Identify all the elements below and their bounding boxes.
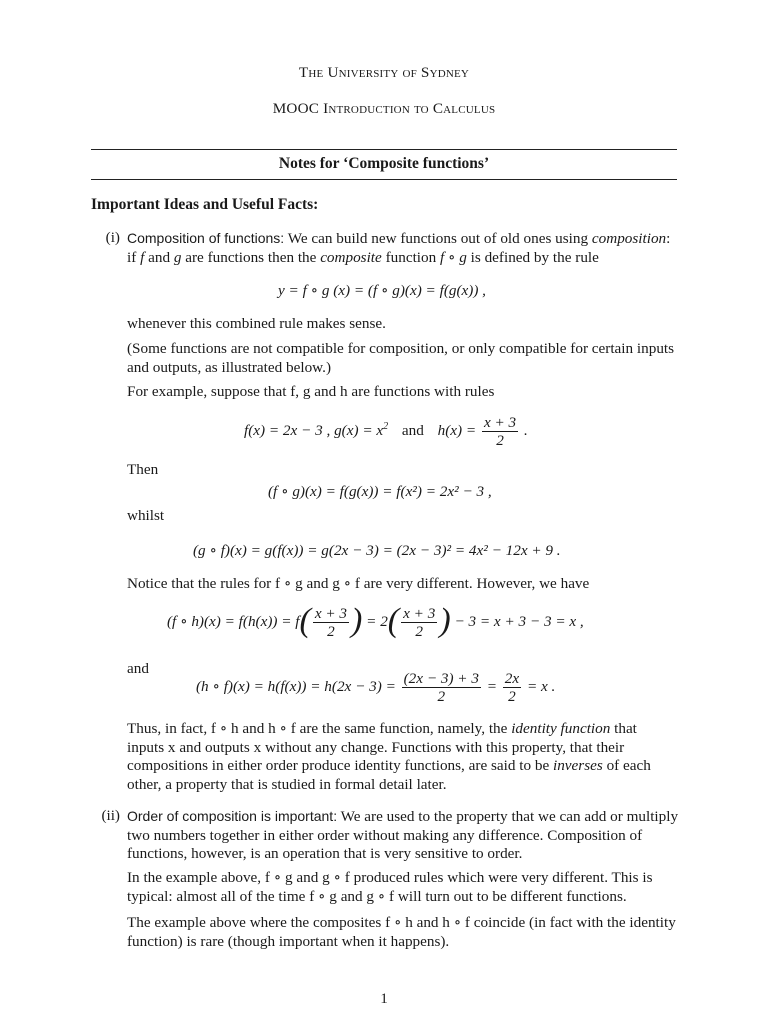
eq2-num: x + 3 (483, 414, 517, 431)
item2-p1-l3: functions, however, is an operation that is very sensitive to order. (127, 845, 523, 862)
item2-p2-l2: typical: almost all of the time f ∘ g and g ∘ f will turn out to be different functions. (127, 887, 627, 905)
eq6-num2: 2x (504, 670, 520, 687)
eq5-num1: x + 3 (314, 605, 348, 622)
item2-p3-l2: function) is rare (though important when it happens). (127, 932, 450, 950)
eq6-end: = x . (526, 677, 556, 695)
p6-l4: other, a property that is studied in formal detail later. (127, 775, 447, 793)
section-heading: Important Ideas and Useful Facts: (91, 196, 319, 213)
equation-hof (196, 670, 555, 705)
eq6-eq: = (486, 677, 497, 695)
item1-p5: Notice that the rules for f ∘ g and g ∘ f are very different. However, we have (127, 575, 590, 592)
eq5-num2: x + 3 (403, 605, 436, 622)
eq5-paren-open: ( (299, 601, 311, 639)
and-label: and (127, 660, 149, 677)
item1-intro (127, 229, 697, 267)
eq2-sup: 2 (383, 420, 389, 432)
item1-f: f (140, 248, 145, 266)
eq6-den2: 2 (508, 688, 516, 705)
eq2-den: 2 (496, 432, 504, 449)
item1-p4: For example, suppose that f, g and h are functions with rules (127, 383, 495, 400)
item1-fog: f ∘ g (440, 248, 467, 266)
course-title-text: MOOC Introduction to Calculus (272, 100, 496, 117)
item1-line2-d: is defined by the rule (466, 248, 599, 266)
item1-p6 (127, 720, 697, 794)
eq6-den1: 2 (437, 688, 446, 705)
p6-l1-a: Thus, in fact, f ∘ h and h ∘ f are the same function, namely, the (127, 720, 512, 737)
item1-p2: whenever this combined rule makes sense. (127, 315, 386, 332)
p6-l2: inputs x and outputs x without any change. Functions with this property, that their (127, 738, 625, 756)
p6-l3-a: compositions in either order produce identity functions, are said to be (127, 757, 553, 774)
page-number: 1 (380, 990, 388, 1007)
eq2-fg: f(x) = 2x − 3 , g(x) = x (244, 421, 384, 439)
eq5-fraction1 (313, 605, 349, 640)
then-label: Then (127, 461, 159, 478)
eq5-paren-open2: ( (387, 601, 400, 639)
bottom-rule (91, 179, 677, 180)
item1-line2-c: function (381, 248, 440, 266)
equation-fog: (f ∘ g)(x) = f(g(x)) = f(x²) = 2x² − 3 , (268, 483, 492, 500)
inverses-term: inverses (552, 757, 603, 774)
eq6-fraction1 (402, 670, 481, 705)
eq2-and: and (401, 421, 424, 439)
equation-rules (244, 414, 528, 449)
eq5-a: (f ∘ h)(x) = f(h(x)) = f (167, 612, 300, 630)
item-number-ii: (ii) (101, 807, 120, 824)
equation-gof: (g ∘ f)(x) = g(f(x)) = g(2x − 3) = (2x − 3)² = 4x² − 12x + 9 . (193, 542, 561, 559)
whilst-label: whilst (127, 507, 165, 524)
item2-title: Order of composition is important: (127, 808, 338, 824)
equation-composition-def: y = f ∘ g (x) = (f ∘ g)(x) = f(g(x)) , (278, 282, 486, 299)
top-rule (91, 149, 677, 150)
eq2-h: h(x) = (437, 421, 477, 439)
item1-text-b: : (666, 230, 671, 247)
eq2-fraction (482, 414, 518, 449)
course-title (0, 100, 768, 118)
eq6-num1: (2x − 3) + 3 (403, 670, 479, 687)
eq5-b: = 2 (366, 612, 388, 630)
item1-g: g (173, 248, 182, 266)
item2-p1-l1: We are used to the property that we can add or multiply (337, 808, 679, 825)
identity-function-term: identity function (511, 720, 611, 737)
university-title: The University of Sydney (298, 64, 470, 81)
item1-title: Composition of functions: (127, 230, 285, 246)
item2-p1 (127, 807, 697, 864)
item1-line2-a: if (127, 248, 141, 266)
item-number-i: (i) (105, 229, 120, 246)
eq5-paren-close: ) (351, 601, 363, 639)
item2-p3 (127, 914, 697, 951)
eq5-den2: 2 (415, 623, 424, 640)
item2-p1-l2: two numbers together in either order without making any difference. Composition of (127, 826, 643, 844)
eq2-end: . (523, 421, 528, 439)
item1-p3: (Some functions are not compatible for composition, or only compatible for certain inputs and outputs, as illustrated below.) (127, 340, 675, 376)
item1-composition-word: composition (591, 230, 667, 247)
notes-title: Notes for ‘Composite functions’ (278, 155, 490, 172)
item1-and: and (144, 248, 174, 266)
item2-p2 (127, 869, 697, 906)
item2-p3-l1: The example above where the composites f ∘ h and h ∘ f coincide (in fact with the identity (127, 914, 676, 931)
eq5-paren-close2: ) (439, 601, 451, 639)
p6-l3-b: of each (602, 757, 651, 774)
eq5-fraction2 (401, 605, 437, 640)
equation-foh (167, 601, 584, 640)
item1-composite-word: composite (320, 248, 382, 266)
eq6-a: (h ∘ f)(x) = h(f(x)) = h(2x − 3) = (196, 677, 396, 695)
item1-text-a: We can build new functions out of old ones using (284, 230, 592, 247)
item1-line2-b: are functions then the (181, 248, 321, 266)
eq5-den1: 2 (327, 623, 335, 640)
eq6-fraction2 (503, 670, 521, 705)
p6-l1-b: that (610, 720, 637, 737)
item2-p2-l1: In the example above, f ∘ g and g ∘ f produced rules which were very different. This is (127, 869, 653, 886)
eq5-c: − 3 = x + 3 − 3 = x , (454, 612, 584, 630)
